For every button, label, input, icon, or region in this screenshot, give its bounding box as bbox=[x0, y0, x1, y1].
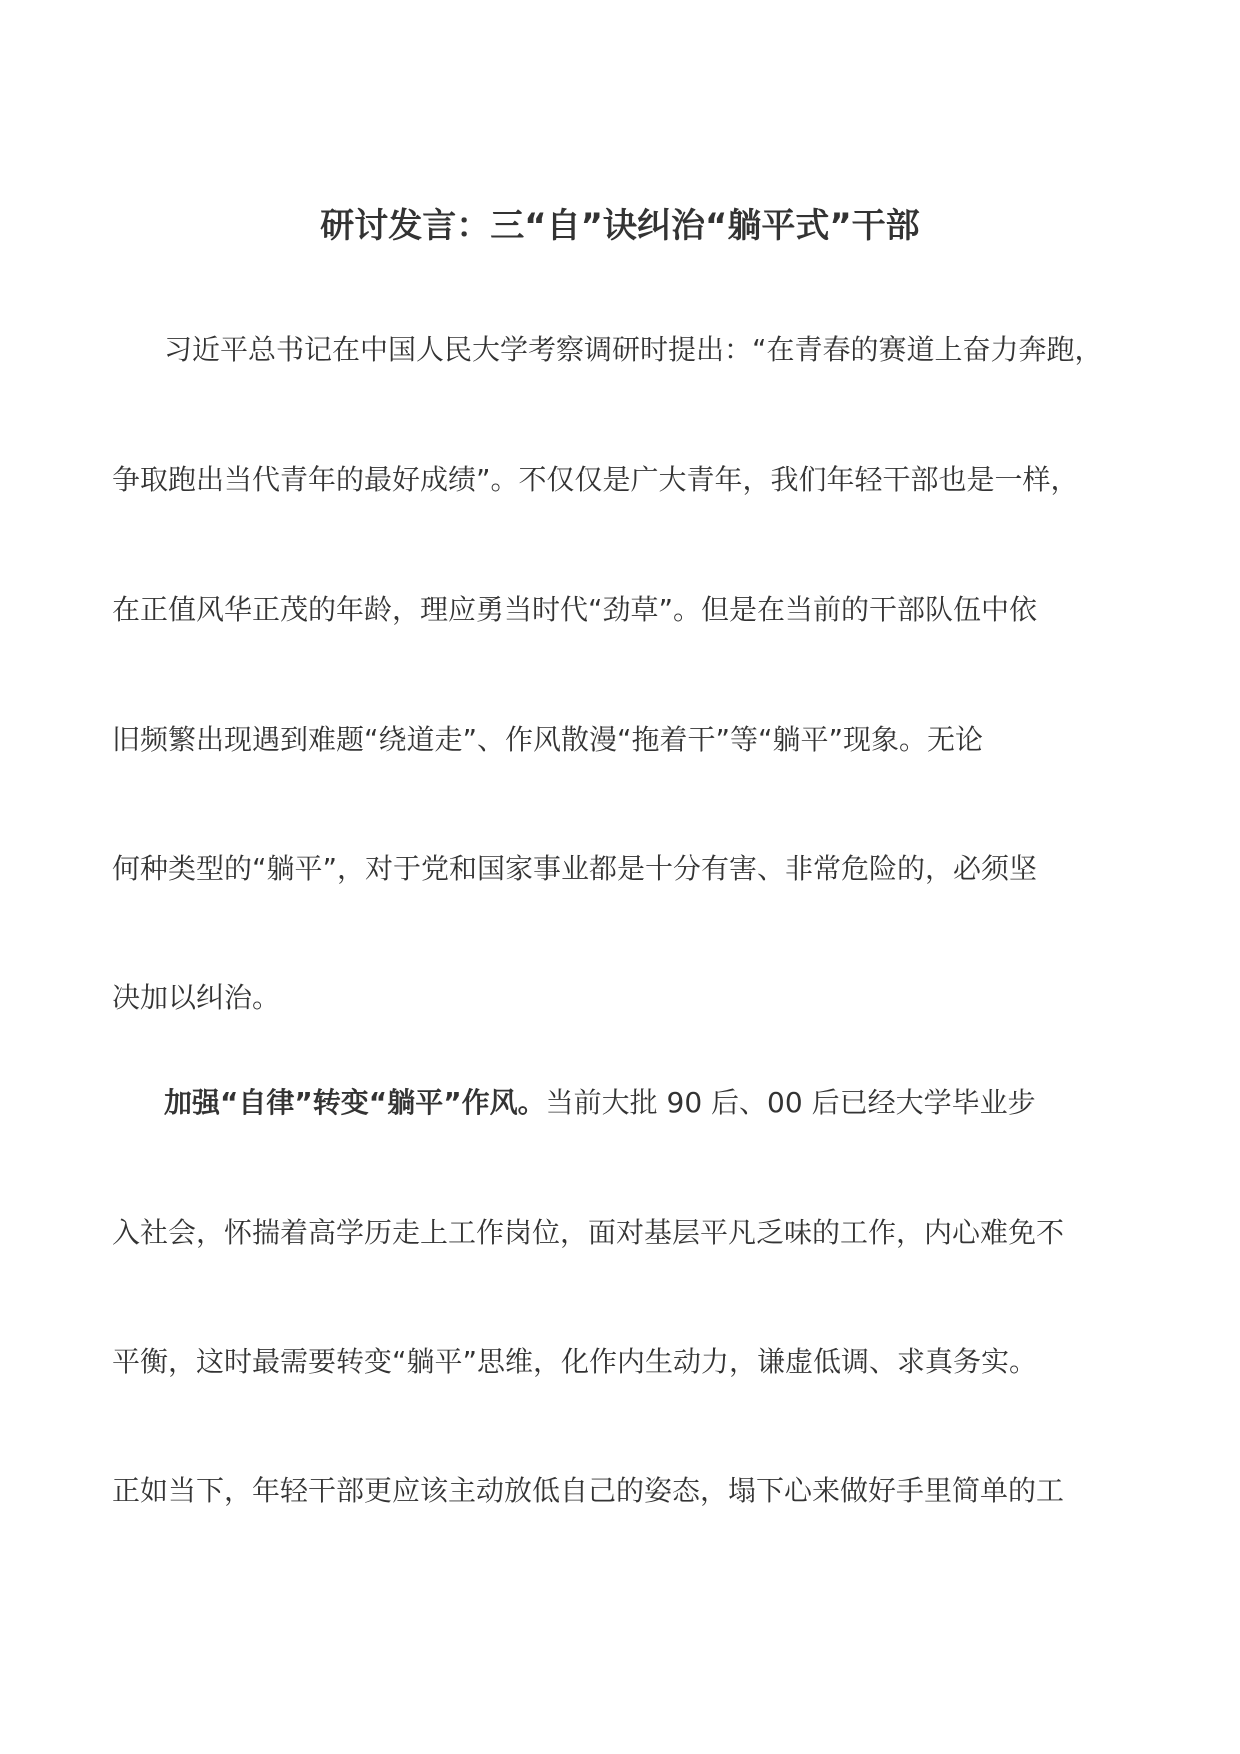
paragraph2-line-2: 入社会，怀揣着高学历走上工作岗位，面对基层平凡乏味的工作，内心难免不 bbox=[112, 1216, 1065, 1249]
paragraph1-line-6: 决加以纠治。 bbox=[112, 981, 281, 1014]
paragraph2-lead: 加强“自律”转变“躺平”作风。 bbox=[164, 1086, 546, 1119]
paragraph1-line-4: 旧频繁出现遇到难题“绕道走”、作风散漫“拖着干”等“躺平”现象。无论 bbox=[112, 723, 984, 756]
paragraph2-line-1-rest: 当前大批 90 后、00 后已经大学毕业步 bbox=[545, 1086, 1036, 1119]
paragraph1-line-3: 在正值风华正茂的年龄，理应勇当时代“劲草”。但是在当前的干部队伍中依 bbox=[112, 593, 1038, 626]
paragraph1-line-1: 习近平总书记在中国人民大学考察调研时提出：“在青春的赛道上奋力奔跑， bbox=[164, 333, 1103, 366]
paragraph1-line-2: 争取跑出当代青年的最好成绩”。不仅仅是广大青年，我们年轻干部也是一样， bbox=[112, 463, 1079, 496]
paragraph1-line-5: 何种类型的“躺平”，对于党和国家事业都是十分有害、非常危险的，必须坚 bbox=[112, 852, 1038, 885]
document-title: 研讨发言：三“自”诀纠治“躺平式”干部 bbox=[320, 206, 920, 246]
paragraph2-line-3: 平衡，这时最需要转变“躺平”思维，化作内生动力，谦虚低调、求真务实。 bbox=[112, 1345, 1038, 1378]
paragraph2-line-1 bbox=[164, 1083, 1204, 1123]
paragraph2-line-4: 正如当下，年轻干部更应该主动放低自己的姿态，塌下心来做好手里简单的工 bbox=[112, 1474, 1065, 1507]
